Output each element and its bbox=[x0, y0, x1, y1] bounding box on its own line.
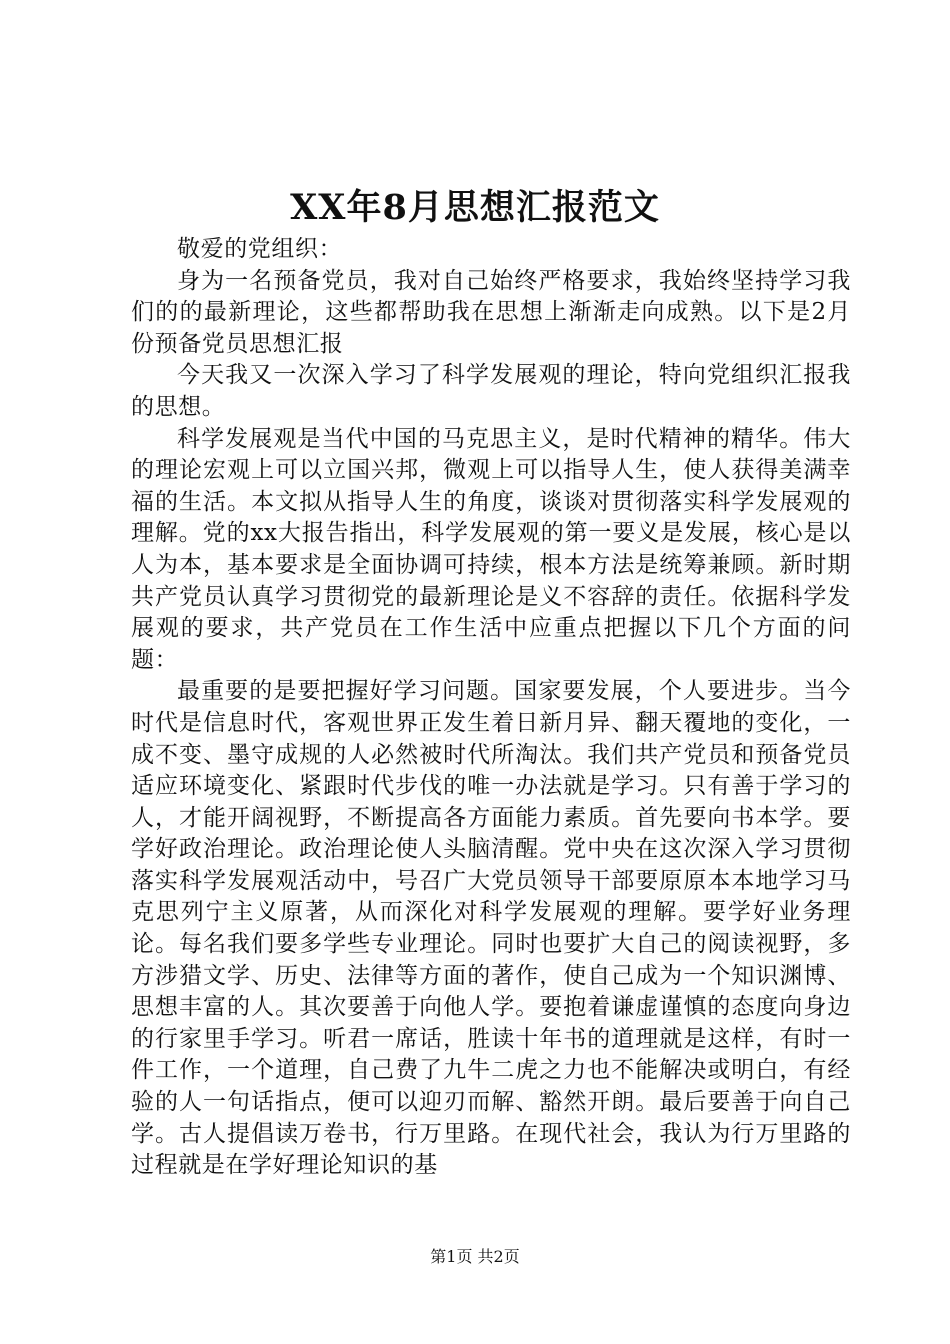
paragraph-2: 今天我又一次深入学习了科学发展观的理论，特向党组织汇报我的思想。 bbox=[131, 362, 851, 420]
salutation: 敬爱的党组织： bbox=[177, 236, 343, 262]
document-body bbox=[131, 234, 851, 1182]
paragraph-3: 科学发展观是当代中国的马克思主义，是时代精神的精华。伟大的理论宏观上可以立国兴邦，微观上可以指导人生，使人获得美满幸福的生活。本文拟从指导人生的角度，谈谈对贯彻落实科学发展观的理解。党的xx大报告指出，科学发展观的第一要义是发展，核心是以人为本，基本要求是全面协调可持续，根本方法是统筹兼顾。新时期共产党员认真学习贯彻党的最新理论是义不容辞的责任。依据科学发展观的要求，共产党员在工作生活中应重点把握以下几个方面的问题： bbox=[131, 425, 851, 673]
page-footer: 第1页 共2页 bbox=[430, 1247, 520, 1266]
document-title: XX年8月思想汇报范文 bbox=[290, 187, 660, 228]
paragraph-1: 身为一名预备党员，我对自己始终严格要求，我始终坚持学习我们的的最新理论，这些都帮助我在思想上渐渐走向成熟。以下是2月份预备党员思想汇报 bbox=[131, 267, 851, 357]
paragraph-4: 最重要的是要把握好学习问题。国家要发展，个人要进步。当今时代是信息时代，客观世界正发生着日新月异、翻天覆地的变化，一成不变、墨守成规的人必然被时代所淘汰。我们共产党员和预备党员适应环境变化、紧跟时代步伐的唯一办法就是学习。只有善于学习的人，才能开阔视野，不断提高各方面能力素质。首先要向书本学。要学好政治理论。政治理论使人头脑清醒。党中央在这次深入学习贯彻落实科学发展观活动中，号召广大党员领导干部要原原本本地学习马克思列宁主义原著，从而深化对科学发展观的理解。要学好业务理论。每名我们要多学些专业理论。同时也要扩大自己的阅读视野，多方涉猎文学、历史、法律等方面的著作，使自己成为一个知识渊博、思想丰富的人。其次要善于向他人学。要抱着谦虚谨慎的态度向身边的行家里手学习。听君一席话，胜读十年书的道理就是这样，有时一件工作，一个道理，自己费了九牛二虎之力也不能解决或明白，有经验的人一句话指点，便可以迎刃而解、豁然开朗。最后要善于向自己学。古人提倡读万卷书，行万里路。在现代社会，我认为行万里路的过程就是在学好理论知识的基 bbox=[131, 678, 851, 1179]
